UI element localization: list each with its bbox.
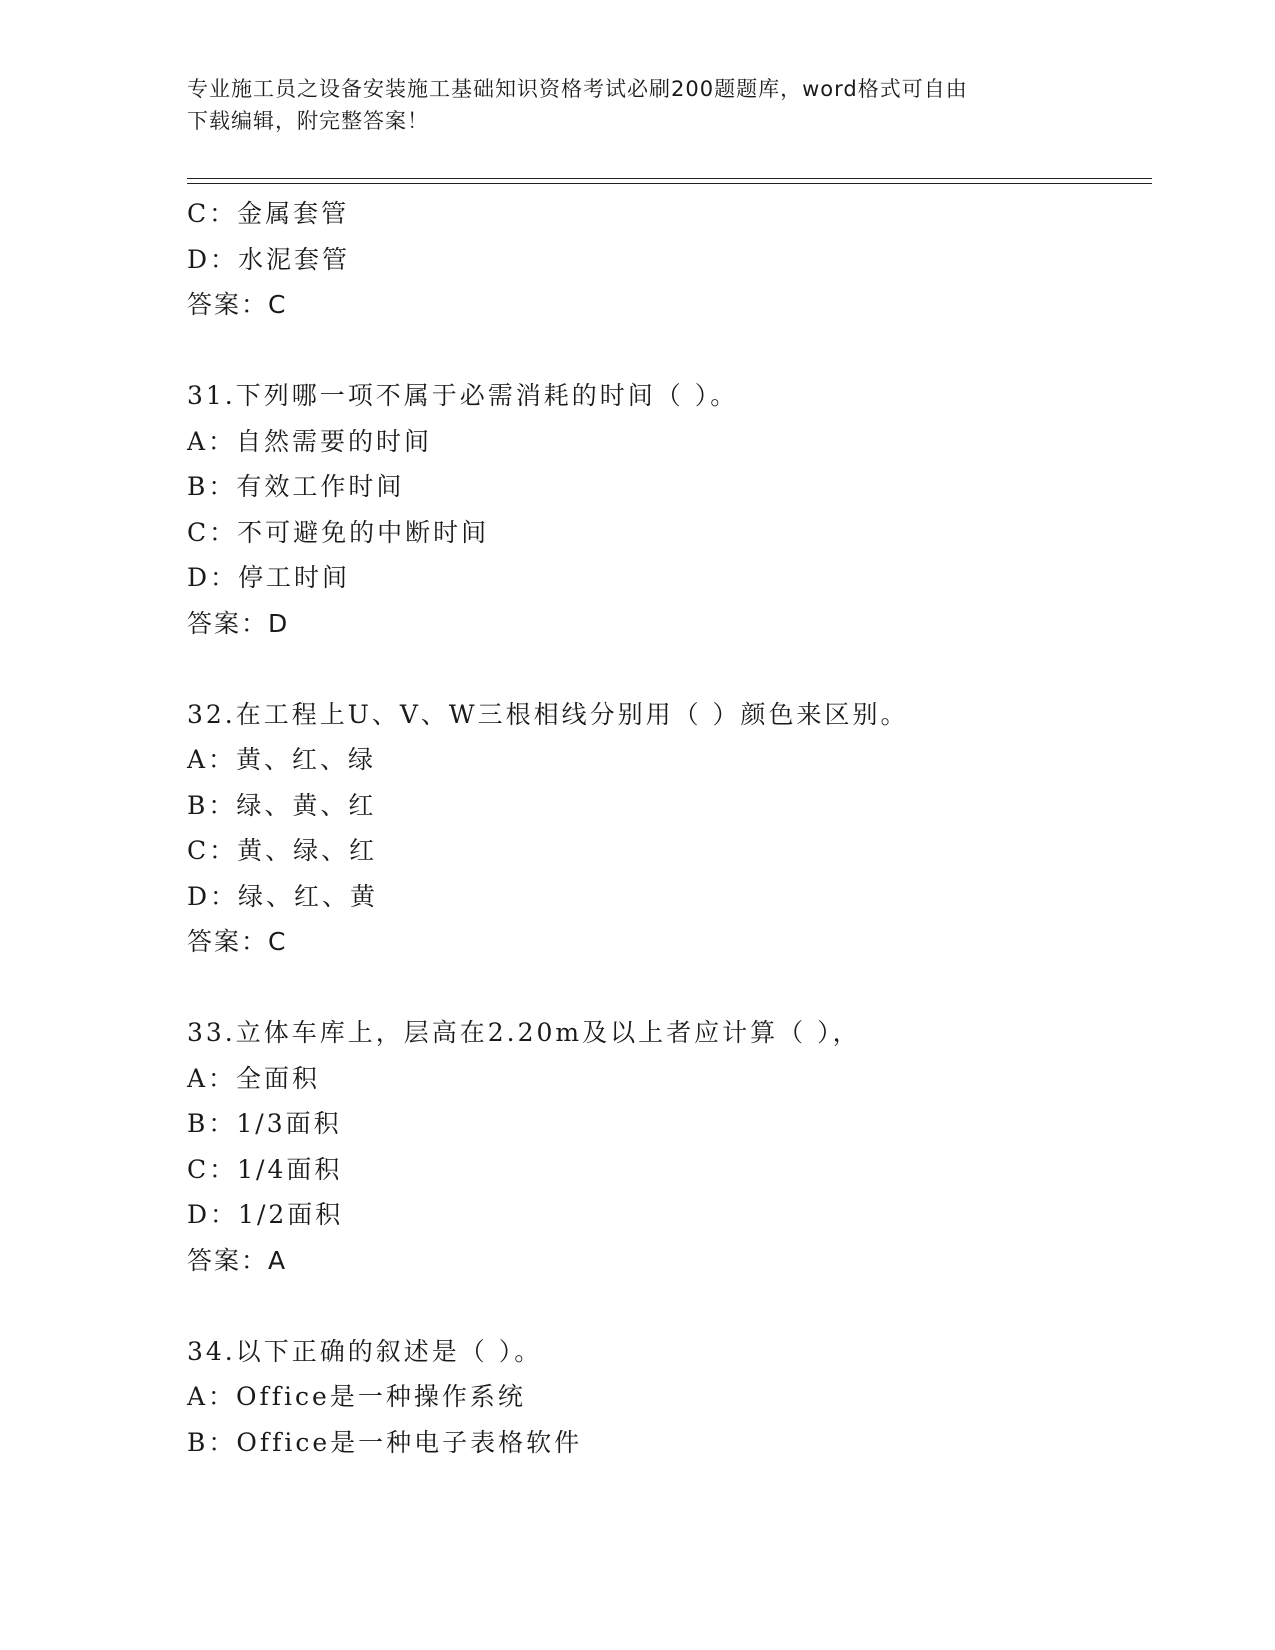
option-d: D：水泥套管 — [187, 244, 351, 274]
header-divider-top — [187, 178, 1152, 179]
option-d: D：绿、红、黄 — [187, 881, 379, 911]
option-b: B：绿、黄、红 — [187, 790, 377, 820]
spacer — [187, 965, 1147, 1011]
spacer — [187, 646, 1147, 692]
spacer — [187, 1283, 1147, 1329]
option-a: A：黄、红、绿 — [187, 745, 377, 774]
option-a: A：自然需要的时间 — [187, 426, 433, 456]
answer-line: 答案：D — [187, 608, 290, 638]
question-33 — [187, 1010, 1147, 1283]
spacer — [187, 328, 1147, 374]
answer-line: 答案：C — [187, 290, 288, 319]
option-b: B：Office是一种电子表格软件 — [187, 1427, 583, 1457]
question-stem: 32.在工程上U、V、W三根相线分别用（ ）颜色来区别。 — [187, 699, 909, 729]
question-list — [187, 191, 1147, 1465]
header-title-line-1: 专业施工员之设备安装施工基础知识资格考试必刷200题题库，word格式可自由 — [187, 77, 968, 101]
option-c: C：不可避免的中断时间 — [187, 517, 490, 547]
option-a: A：全面积 — [187, 1063, 321, 1093]
option-c: C：金属套管 — [187, 199, 350, 228]
option-d: D：停工时间 — [187, 563, 351, 592]
document-header — [187, 73, 1087, 137]
question-stem: 31.下列哪一项不属于必需消耗的时间（ ）。 — [187, 381, 739, 410]
question-31 — [187, 373, 1147, 646]
option-a: A：Office是一种操作系统 — [187, 1382, 526, 1411]
option-c: C：1/4面积 — [187, 1154, 343, 1184]
question-stem: 34.以下正确的叙述是（ ）。 — [187, 1336, 543, 1366]
question-34 — [187, 1329, 1147, 1466]
question-32 — [187, 692, 1147, 965]
option-b: B：1/3面积 — [187, 1109, 342, 1138]
header-divider-bottom — [187, 183, 1152, 184]
answer-line: 答案：A — [187, 1245, 288, 1275]
option-d: D：1/2面积 — [187, 1200, 344, 1229]
question-30-tail — [187, 191, 1147, 328]
option-c: C：黄、绿、红 — [187, 836, 378, 865]
header-title-line-2: 下载编辑，附完整答案！ — [187, 109, 429, 133]
answer-line: 答案：C — [187, 927, 288, 956]
option-b: B：有效工作时间 — [187, 472, 405, 501]
question-stem: 33.立体车库上，层高在2.20m及以上者应计算（ ）， — [187, 1018, 861, 1047]
